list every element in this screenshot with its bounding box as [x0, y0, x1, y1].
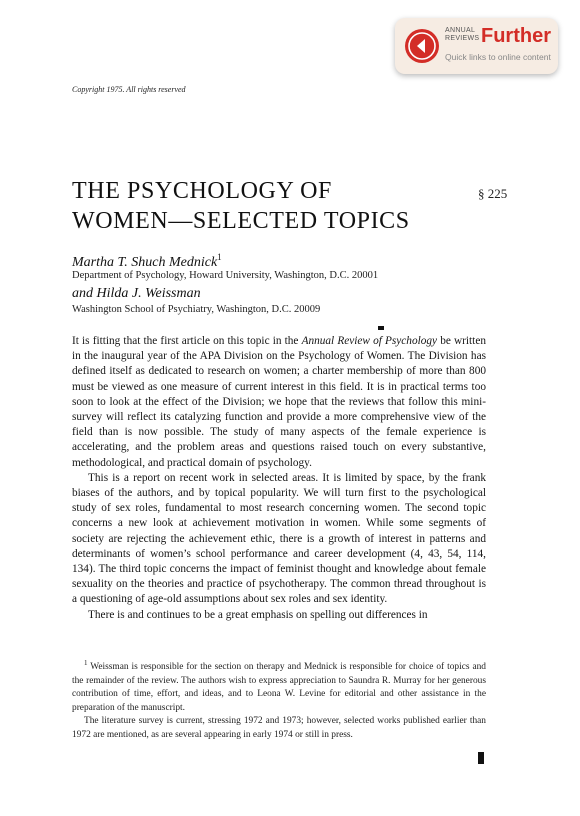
footnote-mark: 1 — [84, 659, 88, 667]
scan-mark — [378, 326, 384, 330]
footnote-paragraph-2: The literature survey is current, stressing 1972 and 1973; however, selected works published earlier than 1972 are mentioned, as are several appearing in early 1974 or still in press. — [72, 716, 486, 740]
author-1-footnote-mark[interactable]: 1 — [217, 252, 222, 262]
article-body — [72, 334, 486, 623]
body-paragraph-2: This is a report on recent work in selected areas. It is limited by space, by the frank biases of the authors, and by topical popularity. We will turn first to the psychological study of sex roles, fundamental to most research concerning women. The second topic concerns a new look at achievement motivation in women. While some segments of society are rejecting the achievement ethic, there is a growth of interest in patterns and determinants of women’s school performance and career development (4, 43, 54, 114, 134). The third topic concerns the impact of feminist thought and knowledge about female sexuality on the theories and practice of psychotherapy. The common thread throughout is a questioning of age-old assumptions about sex roles and sex identity. — [72, 471, 486, 606]
left-arrow-icon[interactable] — [405, 29, 439, 63]
author-1 — [72, 252, 222, 271]
journal-name: Annual Review of Psychology — [301, 335, 438, 347]
author-1-name: Martha T. Shuch Mednick — [72, 255, 218, 270]
title-line-2: WOMEN—SELECTED TOPICS — [72, 208, 410, 234]
further-links-badge[interactable] — [395, 18, 558, 74]
author-2-affiliation: Washington School of Psychiatry, Washington, D.C. 20009 — [72, 304, 321, 315]
author-2-name: and Hilda J. Weissman — [72, 286, 201, 301]
section-number: § 225 — [478, 186, 508, 201]
further-label[interactable]: Further — [481, 25, 551, 47]
further-subtitle: Quick links to online content — [445, 52, 551, 62]
copyright-notice: Copyright 1975. All rights reserved — [72, 85, 186, 94]
author-1-affiliation: Department of Psychology, Howard University, Washington, D.C. 20001 — [72, 270, 379, 281]
title-line-1: THE PSYCHOLOGY OF — [72, 178, 332, 204]
footnote — [72, 657, 486, 742]
body-paragraph-1: It is fitting that the first article on this topic in the Annual Review of Psychology be written in the inaugural year of the APA Division on the Psychology of Women. The Division has defined itself as dedicated to research on women; a charter membership of more than 800 must be viewed as one measure of current interest in this field. It is in practical terms too soon to look at the effect of the Division; we hope that the reviews that follow this mini-survey will reflect its catalyzing function and provide a more comprehensive view of the field than is now possible. The study of many aspects of the female experience is accelerating, and the problem areas and questions raised touch on every substantive, methodological, and practical domain of psychology. — [72, 335, 486, 469]
scan-mark-bottom — [478, 752, 484, 764]
footnote-paragraph-1: $^1$ Weissman is responsible for the section on therapy and Mednick is responsible for choice of topics and the remainder of the review. The authors wish to express appreciation to Saundra R. Murray for her generous contribution of time, effort, and ideas, and to Leona W. Levine for editorial and other assistance in the preparation of the manuscript. — [72, 659, 486, 713]
article-title — [72, 176, 432, 236]
annual-reviews-logo-text: ANNUAL REVIEWS — [445, 27, 480, 42]
body-paragraph-3: There is and continues to be a great emphasis on spelling out differences in — [88, 608, 428, 621]
